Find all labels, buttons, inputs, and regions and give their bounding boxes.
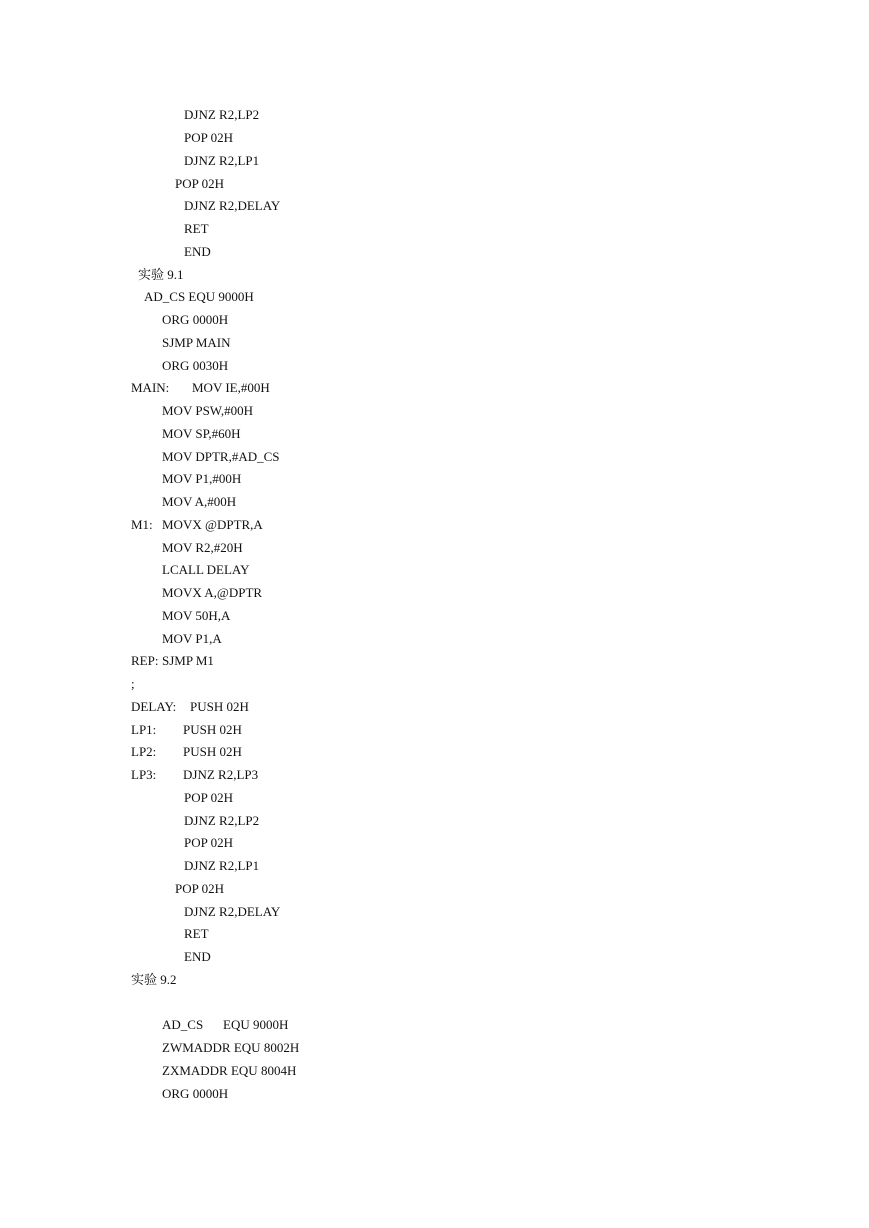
code-label: LP1: [131,722,157,737]
code-line: DJNZ R2,LP1 [184,858,260,873]
code-line: ZWMADDR EQU 8002H [162,1040,300,1055]
code-line: PUSH 02H [190,699,249,714]
code-line: SJMP M1 [162,653,214,668]
code-line: DJNZ R2,LP3 [183,767,259,782]
code-label: LP3: [131,767,157,782]
code-line: PUSH 02H [183,744,242,759]
code-line: MOV IE,#00H [192,380,270,395]
code-line: ORG 0030H [162,358,229,373]
code-line: DJNZ R2,LP1 [184,153,260,168]
code-line: EQU 9000H [223,1017,289,1032]
code-line: POP 02H [184,790,234,805]
code-label: LP2: [131,744,157,759]
code-line: ORG 0000H [162,1086,229,1101]
code-line: LCALL DELAY [162,562,250,577]
code-line: MOVX @DPTR,A [162,517,263,532]
code-line: AD_CS EQU 9000H [144,289,254,304]
code-line: DJNZ R2,LP2 [184,813,260,828]
code-line: DJNZ R2,LP2 [184,107,260,122]
code-line: ORG 0000H [162,312,229,327]
code-line: PUSH 02H [183,722,242,737]
section-heading: 实验 9.2 [131,972,177,987]
code-label: REP: [131,653,159,668]
code-line: END [184,949,211,964]
code-label: AD_CS [162,1017,204,1032]
code-line: RET [184,926,209,941]
code-label: DELAY: [131,699,177,714]
code-line: MOV 50H,A [162,608,231,623]
code-label: M1: [131,517,153,532]
code-line: MOV A,#00H [162,494,237,509]
code-line: POP 02H [184,835,234,850]
code-comment: ; [131,676,135,691]
code-line: MOV R2,#20H [162,540,243,555]
code-label: MAIN: [131,380,170,395]
code-line: MOV P1,#00H [162,471,242,486]
code-line: POP 02H [184,130,234,145]
code-line: POP 02H [175,176,225,191]
code-line: MOV P1,A [162,631,222,646]
section-heading: 实验 9.1 [138,267,184,282]
code-line: RET [184,221,209,236]
code-line: MOV DPTR,#AD_CS [162,449,280,464]
code-line: DJNZ R2,DELAY [184,198,281,213]
code-line: MOVX A,@DPTR [162,585,263,600]
code-line: MOV PSW,#00H [162,403,254,418]
code-line: ZXMADDR EQU 8004H [162,1063,297,1078]
code-line: POP 02H [175,881,225,896]
code-line: MOV SP,#60H [162,426,241,441]
code-line: DJNZ R2,DELAY [184,904,281,919]
code-line: END [184,244,211,259]
code-line: SJMP MAIN [162,335,231,350]
